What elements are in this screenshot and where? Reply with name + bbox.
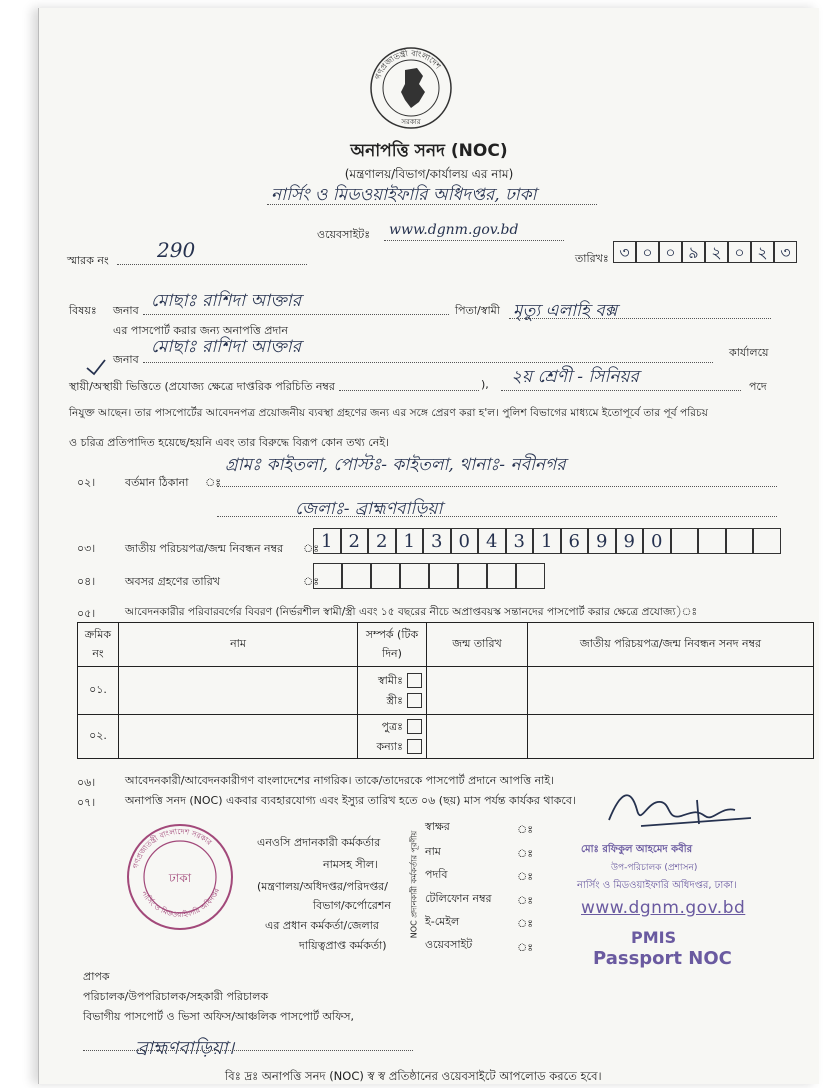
- nid-digit-box: 1: [533, 528, 561, 554]
- stamp-passport-noc: Passport NOC: [593, 948, 732, 969]
- applicant-name: মোছাঃ রাশিদা আক্তার: [151, 291, 302, 311]
- nid-digit-box: 0: [643, 528, 671, 554]
- recipient-line-2: বিভাগীয় পাসপোর্ট ও ভিসা অফিস/আঞ্চলিক পাসপোর্ট অফিস,: [83, 1010, 354, 1023]
- recipient-office: ব্রাহ্মণবাড়িয়া।: [135, 1038, 235, 1059]
- item-05-number: ০৫।: [77, 607, 96, 620]
- stamp-pmis: PMIS: [631, 928, 677, 947]
- row-relation: [358, 667, 427, 715]
- subject-line2: এর পাসপোর্ট করার জন্য অনাপত্তি প্রদান: [113, 324, 288, 337]
- paragraph-1: নিযুক্ত আছেন। তার পাসপোর্টের আবেদনপত্র প্রয়োজনীয় ব্যবস্থা গ্রহণের জন্য এর সঙ্গে প্রেরণ করা হ'ল। পুলিশ বিভাগের মাধ্যমে ইতোপূর্বে তার পূর্ব পরিচয়: [69, 407, 709, 419]
- row-dob: [427, 715, 528, 759]
- field-name: নাম: [425, 845, 441, 858]
- row-nid: [528, 715, 814, 759]
- row-name: [119, 715, 358, 759]
- row-nid: [528, 667, 814, 715]
- recipient-label: প্রাপক: [83, 970, 110, 983]
- svg-text:নার্সিং ও মিডওয়াইফারি অধিদপ্ত: [140, 886, 222, 919]
- signatory-line-1: এনওসি প্রদানকারী কর্মকর্তার: [257, 836, 381, 849]
- row-serial: ০২.: [78, 715, 119, 759]
- recipient-line: [83, 1050, 413, 1051]
- website-line: [384, 240, 564, 241]
- relation-label: পিতা/স্বামী: [455, 304, 500, 317]
- footnote: বিঃ দ্রঃ অনাপত্তি সনদ (NOC) স্ব স্ব প্রতিষ্ঠানের ওয়েবসাইটে আপলোড করতে হবে।: [225, 1069, 602, 1083]
- wife-checkbox[interactable]: [407, 693, 422, 708]
- row-dob: [427, 667, 528, 715]
- retire-boxes: [313, 563, 553, 589]
- document-subtitle: (মন্ত্রণালয়/বিভাগ/কার্যালয় এর নাম): [344, 167, 514, 181]
- item-02-number: ০২।: [77, 476, 96, 489]
- designation: ২য় শ্রেণী - সিনিয়র: [511, 367, 639, 387]
- row-name: [119, 667, 358, 715]
- noc-document: [38, 8, 819, 1084]
- memo-line: [117, 264, 307, 265]
- office-seal: [125, 822, 235, 932]
- retire-digit-box: [313, 563, 342, 589]
- field-website: ওয়েবসাইট: [425, 938, 473, 951]
- signatory-line-4: বিভাগ/কর্পোরেশন: [313, 899, 391, 912]
- office-name: নার্সিং ও মিডওয়াইফারি অধিদপ্তর, ঢাকা: [271, 185, 537, 205]
- retire-digit-box: [458, 563, 487, 589]
- signatory-line-2: নামসহ সীল।: [323, 858, 378, 871]
- nid-digit-box: 0: [451, 528, 479, 554]
- nid-digit-box: 4: [478, 528, 506, 554]
- table-row: [78, 715, 814, 759]
- date-digit-box: ০: [728, 241, 751, 263]
- seal-center: ঢাকা: [168, 871, 192, 885]
- retire-digit-box: [516, 563, 545, 589]
- retire-digit-box: [487, 563, 516, 589]
- nid-digit-box: 3: [423, 528, 451, 554]
- basis-close: ),: [481, 378, 489, 391]
- nid-digit-box: 2: [341, 528, 369, 554]
- nid-digit-box: 6: [561, 528, 589, 554]
- row-serial: ০১.: [78, 667, 119, 715]
- field-email: ই-মেইল: [425, 915, 460, 928]
- declaration-06: আবেদনকারী/আবেদনকারীগণ বাংলাদেশের নাগরিক। তাকে/তাদেরকে পাসপোর্ট প্রদানে আপত্তি নাই।: [125, 774, 555, 787]
- relation-option-daughter: কন্যাঃ: [376, 739, 403, 753]
- nid-label: জাতীয় পরিচয়পত্র/জন্ম নিবন্ধন নম্বর: [125, 542, 284, 555]
- item-07-number: ০৭।: [77, 796, 96, 809]
- stamp-website: www.dgnm.gov.bd: [581, 898, 746, 918]
- nid-digit-box: [698, 528, 726, 554]
- relation-name: মৃত্যু এলাহি বক্স: [513, 301, 618, 321]
- declaration-07: অনাপত্তি সনদ (NOC) একবার ব্যবহারযোগ্য এবং ইস্যুর তারিখ হতে ০৬ (ছয়) মাস পর্যন্ত কার্যকর থাকবে।: [125, 794, 576, 807]
- colon-2: ঃ: [517, 846, 534, 860]
- document-title: অনাপত্তি সনদ (NOC): [350, 141, 508, 161]
- relation-option-husband: স্বামীঃ: [377, 673, 403, 687]
- relation-line: [509, 318, 771, 319]
- field-colons: [517, 818, 533, 959]
- retire-label: অবসর গ্রহণের তারিখ: [125, 575, 220, 588]
- retire-colon: ঃ: [303, 575, 320, 588]
- item-03-number: ০৩।: [77, 542, 96, 555]
- stamp-org: নার্সিং ও মিডওয়াইফারি অধিদপ্তর, ঢাকা।: [577, 880, 737, 891]
- website-label: ওয়েবসাইটঃ: [317, 228, 371, 241]
- family-table: [77, 622, 814, 759]
- date-digit-box: ৩: [613, 241, 636, 263]
- address-line-2: জেলাঃ- ব্রাহ্মণবাড়িয়া: [295, 499, 443, 519]
- nid-colon: ঃ: [303, 542, 320, 555]
- memo-label: স্মারক নং: [67, 254, 109, 267]
- header-name: নাম: [119, 623, 358, 667]
- stamp-name: মোঃ রফিকুল আহমেদ কবীর: [581, 844, 693, 855]
- nid-digit-box: 2: [368, 528, 396, 554]
- son-checkbox[interactable]: [407, 719, 422, 734]
- address-label: বর্তমান ঠিকানা: [125, 476, 189, 489]
- colon-5: ঃ: [517, 917, 534, 930]
- seal-ring-top: গণপ্রজাতন্ত্রী বাংলাদেশ সরকার: [130, 826, 214, 870]
- date-digit-box: ২: [705, 241, 728, 263]
- signatory-line-5: এর প্রধান কর্মকর্তা/জেলার: [265, 919, 379, 932]
- subject-label: বিষয়ঃ: [69, 304, 97, 317]
- daughter-checkbox[interactable]: [407, 739, 422, 754]
- retire-digit-box: [400, 563, 429, 589]
- recipient-line-1: পরিচালক/উপপরিচালক/সহকারী পরিচালক: [83, 990, 269, 1003]
- item-04-number: ০৪।: [77, 575, 96, 588]
- post-suffix: পদে: [749, 380, 767, 393]
- employee-name: মোছাঃ রাশিদা আক্তার: [151, 337, 302, 357]
- janab2-label: জনাব: [113, 353, 139, 366]
- date-digit-box: ০: [659, 241, 682, 263]
- government-emblem: [369, 46, 453, 130]
- paragraph-2: ও চরিত্র প্রতিপাদিত হয়েছে/হয়নি এবং তার বিরুদ্ধে বিরূপ কোন তথ্য নেই।: [69, 436, 389, 449]
- field-signature: স্বাক্ষর: [425, 820, 450, 833]
- nid-boxes: [313, 528, 783, 554]
- date-digit-box: ৯: [682, 241, 705, 263]
- seal-ring-bottom: নার্সিং ও মিডওয়াইফারি অধিদপ্তর: [140, 886, 222, 919]
- husband-checkbox[interactable]: [407, 673, 422, 688]
- nid-digit-box: 1: [396, 528, 424, 554]
- check-mark-icon: [85, 358, 107, 380]
- janab-label: জনাব: [113, 304, 139, 317]
- nid-digit-box: [671, 528, 699, 554]
- field-designation: পদবি: [425, 868, 448, 881]
- retire-digit-box: [342, 563, 371, 589]
- retire-digit-box: [429, 563, 458, 589]
- designation-line: [501, 390, 741, 391]
- retire-digit-box: [371, 563, 400, 589]
- colon-6: ঃ: [517, 940, 534, 954]
- office-name-line: [267, 204, 597, 205]
- table-row: [78, 667, 814, 715]
- address-line-2-rule: [217, 516, 777, 517]
- nid-digit-box: 9: [616, 528, 644, 554]
- signature: [601, 780, 761, 840]
- row-relation: [358, 715, 427, 759]
- header-serial: ক্রমিক নং: [78, 623, 119, 667]
- memo-number: 290: [157, 238, 196, 262]
- nid-digit-box: 1: [313, 528, 341, 554]
- signatory-line-3: (মন্ত্রণালয়/অধিদপ্তর/পরিদপ্তর/: [257, 880, 388, 893]
- family-label: আবেদনকারীর পরিবারবর্গের বিবরণ (নির্ভরশীল স্বামী/স্ত্রী এবং ১৫ বছরের নীচে অপ্রাপ্তবয়স্ক সন্তানদের পাসপোর্ট করার ক্ষেত্রে প্রযোজ্য)ঃ: [125, 606, 698, 618]
- address-line-1: গ্রামঃ কাইতলা, পোস্টঃ- কাইতলা, থানাঃ- নবীনগর: [225, 455, 566, 475]
- stamp-title: উপ-পরিচালক (প্রশাসন): [611, 863, 698, 873]
- nid-digit-box: [753, 528, 781, 554]
- date-digit-box: ০: [636, 241, 659, 263]
- emblem-bottom-text: সরকার: [401, 118, 421, 126]
- item-06-number: ০৬।: [77, 776, 96, 789]
- applicant-name-line: [143, 314, 449, 315]
- signatory-line-6: দায়িত্বপ্রাপ্ত কর্মকর্তা): [299, 939, 387, 952]
- date-label: তারিখঃ: [575, 252, 609, 265]
- field-telephone: টেলিফোন নম্বর: [425, 892, 492, 905]
- header-nid: জাতীয় পরিচয়পত্র/জন্ম নিবন্ধন সনদ নম্বর: [528, 623, 814, 667]
- basis-line: [339, 390, 479, 391]
- colon-4: ঃ: [517, 893, 534, 907]
- colon-3: ঃ: [517, 870, 534, 883]
- employee-name-line: [143, 362, 713, 363]
- date-digit-box: ৩: [774, 241, 797, 263]
- date-digit-box: ২: [751, 241, 774, 263]
- colon-1: ঃ: [517, 823, 534, 836]
- date-boxes: [613, 241, 803, 263]
- header-dob: জন্ম তারিখ: [427, 623, 528, 667]
- address-colon: ঃ: [205, 476, 222, 489]
- nid-digit-box: 3: [506, 528, 534, 554]
- header-relation: সম্পর্ক (টিক দিন): [358, 623, 427, 667]
- relation-option-son: পুত্রঃ: [381, 719, 403, 733]
- address-line-1-rule: [217, 486, 777, 487]
- emblem-ring-text: গণপ্রজাতন্ত্রী বাংলাদেশ: [373, 48, 443, 81]
- website-value: www.dgnm.gov.bd: [389, 222, 519, 238]
- nid-digit-box: [726, 528, 754, 554]
- office-suffix: কার্যালয়ে: [729, 346, 769, 359]
- nid-digit-box: 9: [588, 528, 616, 554]
- noc-vertical-note: NOC প্রদানকারী কর্মকর্তার পূরণীয়: [409, 830, 419, 939]
- relation-option-wife: স্ত্রীঃ: [386, 693, 403, 707]
- basis-text: স্থায়ী/অস্থায়ী ভিত্তিতে (প্রযোজ্য ক্ষেত্রে দাপ্তরিক পরিচিতি নম্বর: [69, 380, 335, 393]
